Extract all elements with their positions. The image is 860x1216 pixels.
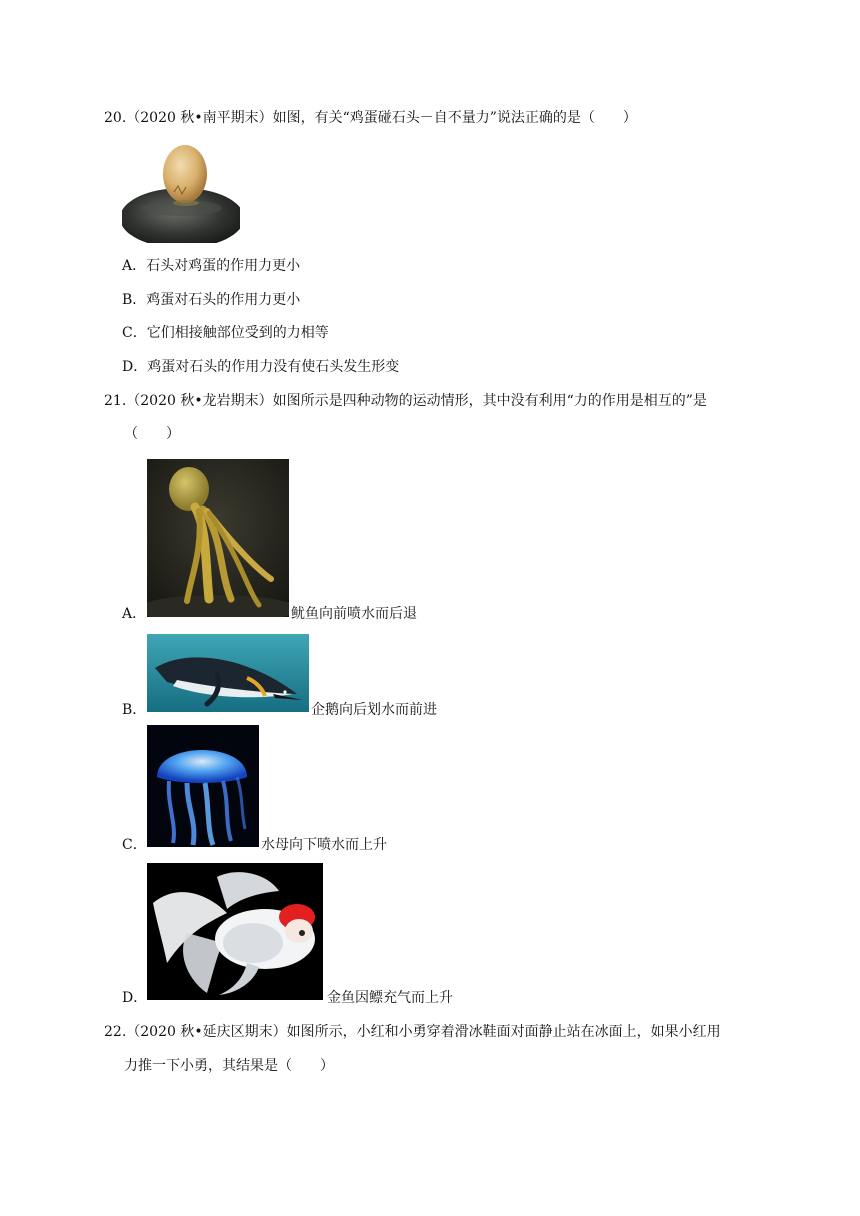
question-number: 22. xyxy=(104,1024,127,1040)
option-21-d-text xyxy=(327,988,453,1008)
option-text: 鱿鱼向前喷水而后退 xyxy=(291,606,417,622)
option-text: 企鹅向后划水而前进 xyxy=(311,702,437,718)
question-22-stem-line2 xyxy=(124,1056,334,1076)
option-20-a xyxy=(122,256,300,276)
option-21-b xyxy=(122,700,146,720)
question-text: （2020 秋•南平期末）如图，有关“鸡蛋碰石头－自不量力”说法正确的是（ ） xyxy=(126,110,637,126)
option-letter: B． xyxy=(122,702,147,718)
question-22-stem xyxy=(104,1022,721,1042)
option-21-a-text xyxy=(291,604,417,624)
option-20-c xyxy=(122,323,329,343)
question-21-stem-line2 xyxy=(124,424,180,444)
option-letter: D． xyxy=(122,359,148,375)
jellyfish-image xyxy=(147,725,259,847)
question-number: 20. xyxy=(104,110,127,126)
option-20-b xyxy=(122,290,300,310)
question-text: （2020 秋•延庆区期末）如图所示，小红和小勇穿着滑冰鞋面对面静止站在冰面上，如果小红用 xyxy=(126,1024,721,1040)
question-number: 21. xyxy=(104,393,127,409)
question-text: （2020 秋•龙岩期末）如图所示是四种动物的运动情形，其中没有利用“力的作用是相互的”是 xyxy=(126,393,707,409)
question-21-stem xyxy=(104,391,707,411)
option-text: 金鱼因鳔充气而上升 xyxy=(327,990,453,1006)
octopus-image xyxy=(147,459,289,617)
option-21-c xyxy=(122,835,147,855)
option-letter: D． xyxy=(122,990,148,1006)
option-text: 鸡蛋对石头的作用力没有使石头发生形变 xyxy=(147,359,400,375)
option-text: 水母向下喷水而上升 xyxy=(261,837,387,853)
answer-bracket: （ ） xyxy=(124,426,180,442)
option-letter: B． xyxy=(122,292,147,308)
option-21-d xyxy=(122,988,147,1008)
option-21-b-text xyxy=(311,700,437,720)
option-21-c-text xyxy=(261,835,387,855)
option-20-d xyxy=(122,357,399,377)
option-letter: A． xyxy=(122,258,147,274)
option-letter: C． xyxy=(122,837,147,853)
option-text: 它们相接触部位受到的力相等 xyxy=(146,325,329,341)
penguin-image xyxy=(147,634,309,712)
option-21-a xyxy=(122,604,146,624)
egg-on-stone-image xyxy=(122,142,240,243)
option-text: 鸡蛋对石头的作用力更小 xyxy=(146,292,301,308)
question-20-stem xyxy=(104,108,637,128)
question-text-line2: 力推一下小勇，其结果是（ ） xyxy=(124,1058,334,1074)
option-letter: C． xyxy=(122,325,147,341)
goldfish-image xyxy=(147,863,323,1000)
option-letter: A． xyxy=(122,606,147,622)
option-text: 石头对鸡蛋的作用力更小 xyxy=(146,258,301,274)
